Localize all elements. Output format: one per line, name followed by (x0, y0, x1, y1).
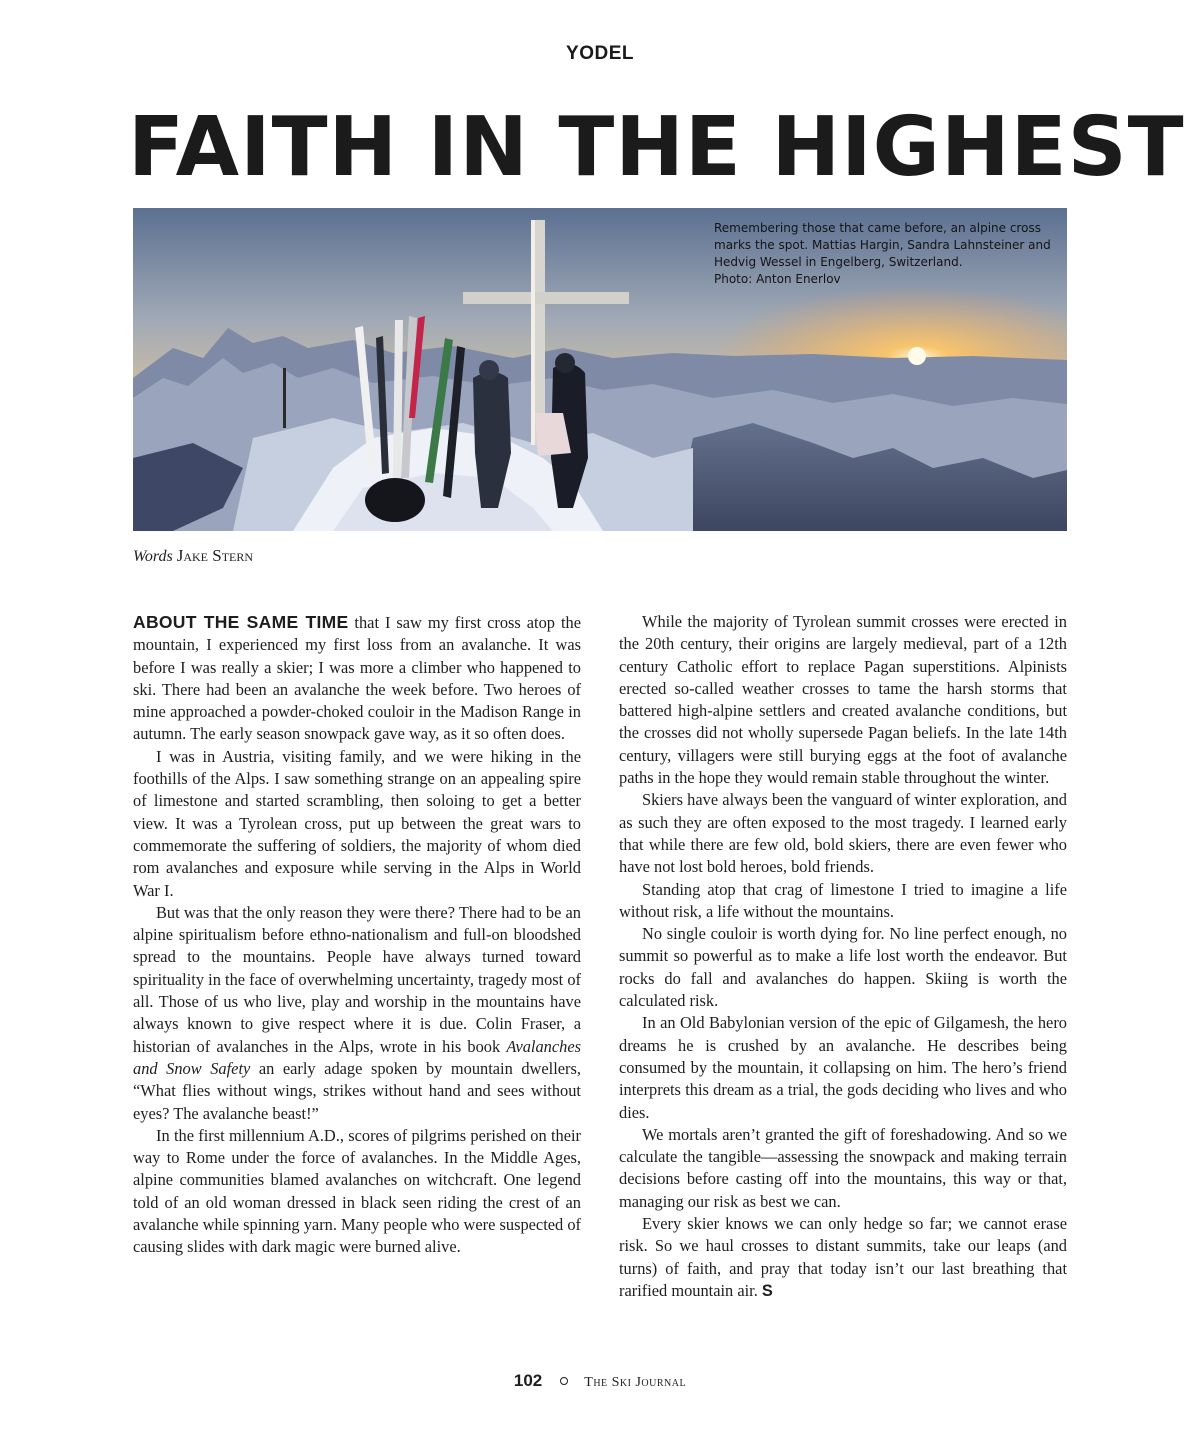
paragraph: In the first millennium A.D., scores of pilgrims perished on their way to Rome under the force of avalanches. In the Middle Ages, alpine communities blamed avalanches on witchcraft. One legend told of an old woman dressed in black seen riding the crest of an avalanche while spinning yarn. Many people who were suspected of causing slides with dark magic were burned alive. (133, 1125, 581, 1257)
paragraph (133, 611, 581, 746)
lead-in: ABOUT THE SAME TIME (133, 612, 349, 632)
paragraph: I was in Austria, visiting family, and we were hiking in the foothills of the Alps. I saw something strange on an appealing spire of limestone and started scrambling, then soloing to get a better view. It was a Tyrolean cross, put up between the great wars to commemorate the suffering of soldiers, the majority of whom died rom avalanches and exposure while serving in the Alps in World War I. (133, 746, 581, 900)
paragraph: We mortals aren’t granted the gift of foreshadowing. And so we calculate the tangible—assessing the snowpack and making terrain decisions before casting off into the mountains, this way or that, managing our risk as best we can. (619, 1124, 1067, 1211)
paragraph-text: Every skier knows we can only hedge so far; we cannot erase risk. So we haul crosses to distant summits, take our leaps (and turns) of faith, and pray that today isn’t our last breathing that rarified mountain air. (619, 1214, 1067, 1300)
publication-name: The Ski Journal (584, 1375, 687, 1390)
end-mark-icon: S (761, 1281, 773, 1300)
paragraph (619, 1213, 1067, 1302)
paragraph: Skiers have always been the vanguard of winter exploration, and as such they are often exposed to the most tragedy. I learned early that while there are few old, bold skiers, there are even fewer who have not lost bold heroes, bold friends. (619, 790, 1067, 877)
paragraph (133, 902, 581, 1125)
page-number: 102 (513, 1371, 543, 1390)
separator-dot-icon (560, 1377, 568, 1385)
caption-line: Photo: Anton Enerlov (714, 272, 841, 286)
byline (133, 546, 253, 566)
caption-line: marks the spot. Mattias Hargin, Sandra Lahnsteiner and (714, 238, 1051, 252)
headline: FAITH IN THE HIGHEST (128, 100, 1185, 195)
left-column (133, 611, 581, 1259)
photo-caption (714, 220, 1059, 288)
section-label: YODEL (566, 43, 634, 64)
byline-label: Words (133, 548, 173, 565)
page-footer (0, 1371, 1200, 1391)
caption-line: Hedvig Wessel in Engelberg, Switzerland. (714, 255, 963, 269)
paragraph: In an Old Babylonian version of the epic of Gilgamesh, the hero dreams he is crushed by an avalanche. He describes being consumed by the mountain, it collapsing on him. The hero’s friend interprets this dream as a trial, the gods deciding who lives and who dies. (619, 1013, 1067, 1122)
book-title: Avalanches and Snow Safety (133, 1036, 581, 1078)
paragraph: Standing atop that crag of limestone I tried to imagine a life without risk, a life without the mountains. (619, 879, 1067, 921)
paragraph-text: that I saw my first cross atop the mountain, I experienced my first loss from an avalanche. It was before I was really a skier; I was more a climber who happened to ski. There had been an avalanche the week before. Two heroes of mine approached a powder-choked couloir in the Madison Range in autumn. The early season snowpack gave way, as it so often does. (133, 613, 581, 744)
paragraph: No single couloir is worth dying for. No line perfect enough, no summit so powerful as to make a life lost worth the endeavor. But rocks do fall and avalanches do happen. Skiing is worth the calculated risk. (619, 924, 1067, 1011)
paragraph: While the majority of Tyrolean summit crosses were erected in the 20th century, their origins are largely medieval, part of a 12th century Catholic effort to replace Pagan superstitions. Alpinists erected so-called weather crosses to tame the harsh storms that battered high-alpine settlers and created avalanche conditions, but the crosses did not wholly supersede Pagan beliefs. In the late 14th century, villagers were still burying eggs at the foot of avalanche paths in the hope they would remain stable throughout the winter. (619, 612, 1067, 788)
right-column (619, 611, 1067, 1302)
caption-line: Remembering those that came before, an alpine cross (714, 221, 1041, 235)
byline-author: Jake Stern (176, 546, 254, 565)
paragraph-text: an early adage spoken by mountain dwellers, “What flies without wings, strikes without hand and sees without eyes? The avalanche beast!” (133, 1058, 581, 1123)
paragraph-text: But was that the only reason they were there? There had to be an alpine spiritualism before ethno-nationalism and full-on bloodshed spread to the mountains. People have always turned toward spirituality in the face of overwhelming uncertainty, tragedy most of all. Those of us who live, play and worship in the mountains have always known to give respect where it is due. Colin Fraser, a historian of avalanches in the Alps, wrote in his book (133, 902, 581, 1056)
